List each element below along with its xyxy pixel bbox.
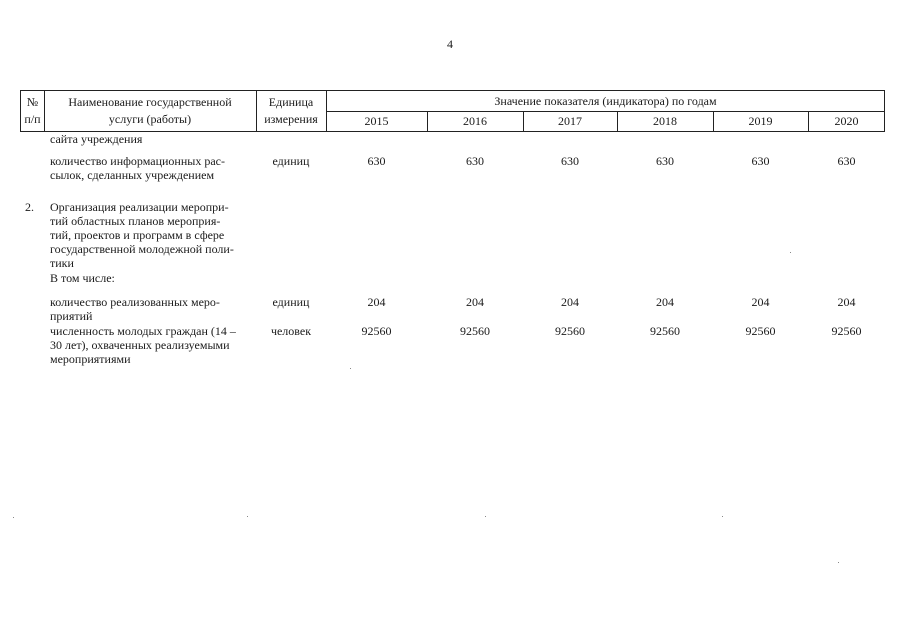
row-name-line: тий, проектов и программ в сфере [50,228,225,242]
row-value: 204 [367,295,386,309]
row-value: 630 [367,154,386,168]
page-number: 4 [447,37,453,51]
row-name-line: тики [50,256,74,270]
row-value: 630 [656,154,674,168]
row-name-line: сылок, сделанных учреждением [50,168,215,182]
row-value: 630 [837,154,856,168]
header-year: 2017 [558,114,582,128]
row-name-line: количество информационных рас- [50,154,225,168]
row-name-line: приятий [50,309,93,323]
row-value: 204 [837,295,856,309]
row-value: 92560 [831,324,862,338]
header-name-line1: Наименование государственной [68,95,232,109]
row-value: 630 [466,154,484,168]
row-value: 92560 [460,324,490,338]
row-unit: единиц [272,295,310,309]
row-value: 204 [466,295,484,309]
row-value: 92560 [555,324,585,338]
scan-speck [790,252,791,253]
row-value: 204 [561,295,579,309]
row-num: 2. [25,200,34,214]
header-mid-rule [326,111,885,112]
header-name-line2: услуги (работы) [108,112,192,126]
header-values-title: Значение показателя (индикатора) по годам [494,94,717,108]
scan-speck [13,517,14,518]
header-year: 2018 [653,114,677,128]
scan-speck [838,562,839,563]
header-year: 2016 [463,114,487,128]
header-top-rule [20,90,885,91]
row-value: 630 [751,154,770,168]
row-value: 204 [751,295,770,309]
row-value: 630 [561,154,579,168]
header-bottom-rule [20,131,885,132]
row-name-line: мероприятиями [50,352,131,366]
header-year: 2020 [834,114,859,128]
row-name-line: Организация реализации меропри- [50,200,229,214]
row-name-line: 30 лет), охваченных реализуемыми [50,338,230,352]
scan-speck [247,516,248,517]
row-value: 204 [656,295,674,309]
row-value: 92560 [650,324,680,338]
row-name-line: государственной молодежной поли- [50,242,234,256]
scan-speck [350,368,351,369]
scan-speck [485,516,486,517]
row-name-line: сайта учреждения [50,132,143,146]
row-name-line: численность молодых граждан (14 – [50,324,236,338]
row-unit: человек [270,324,312,338]
header-year: 2019 [748,114,773,128]
row-value: 92560 [361,324,392,338]
row-name-line: В том числе: [50,271,115,285]
row-name-line: количество реализованных меро- [50,295,220,309]
header-year: 2015 [364,114,389,128]
header-unit-line1: Единица [268,95,314,109]
row-name-line: тий областных планов мероприя- [50,214,221,228]
header-unit-line2: измерения [264,112,318,126]
row-unit: единиц [272,154,310,168]
header-num-line2: п/п [24,112,41,126]
header-num-line1: № [26,95,39,109]
scan-speck [722,516,723,517]
row-value: 92560 [745,324,776,338]
